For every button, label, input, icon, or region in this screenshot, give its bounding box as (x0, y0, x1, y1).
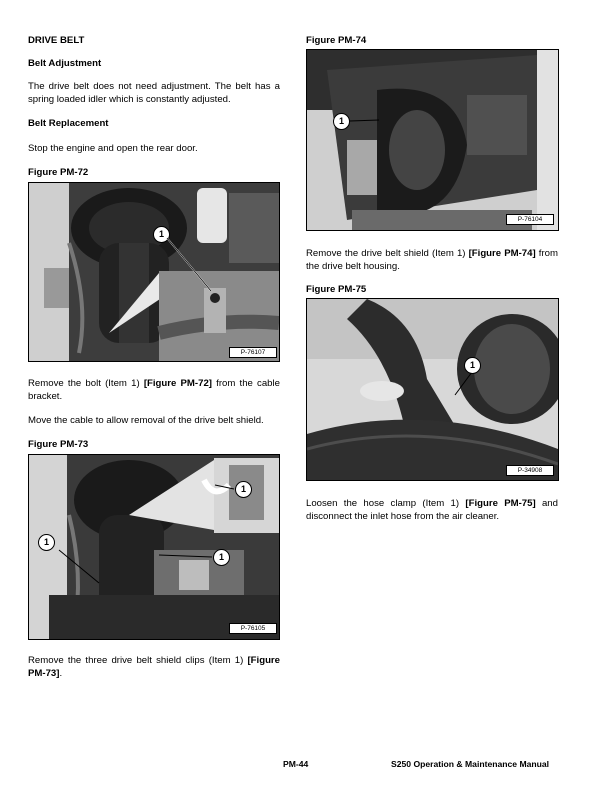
section-heading: DRIVE BELT (28, 35, 85, 46)
paragraph-move-cable: Move the cable to allow removal of the drive belt shield. (28, 415, 264, 426)
figure-pm72-title: Figure PM-72 (28, 167, 89, 178)
paragraph-remove-bolt: Remove the bolt (Item 1) [Figure PM-72] from the cable bracket. (28, 378, 280, 402)
figure-pm75-callout: 1 (464, 357, 481, 374)
paragraph-loosen-clamp: Loosen the hose clamp (Item 1) [Figure PM-75] and disconnect the inlet hose from the air cleaner. (306, 498, 558, 522)
paragraph-remove-clips: Remove the three drive belt shield clips (Item 1) [Figure PM-73]. (28, 655, 280, 679)
figure-pm73-callout-left: 1 (38, 534, 55, 551)
paragraph-stop-engine: Stop the engine and open the rear door. (28, 143, 198, 154)
figure-pm73-callout-top: 1 (235, 481, 252, 498)
page-number: PM-44 (283, 759, 309, 769)
paragraph-remove-shield: Remove the drive belt shield (Item 1) [Figure PM-74] from the drive belt housing. (306, 248, 558, 272)
figure-pm73-title: Figure PM-73 (28, 439, 89, 450)
paragraph-belt-adjustment: The drive belt does not need adjustment. The belt has a spring loaded idler which is constantly adjusted. (28, 81, 280, 105)
subheading-belt-replacement: Belt Replacement (28, 118, 109, 129)
figure-pm74-title: Figure PM-74 (306, 35, 367, 46)
manual-title: S250 Operation & Maintenance Manual (391, 759, 550, 769)
figure-pm74-callout: 1 (333, 113, 350, 130)
figure-pm72-callout: 1 (153, 226, 170, 243)
figure-pm73-photo (28, 454, 280, 640)
figure-pm73-code: P-76105 (229, 623, 277, 634)
figure-pm74-photo (306, 49, 559, 231)
figure-pm75-photo (306, 298, 559, 481)
figure-pm72-photo (28, 182, 280, 362)
subheading-belt-adjustment: Belt Adjustment (28, 58, 102, 69)
figure-pm75-title: Figure PM-75 (306, 284, 367, 295)
figure-pm75-code: P-34908 (506, 465, 554, 476)
figure-pm72-code: P-76107 (229, 347, 277, 358)
figure-pm74-code: P-76104 (506, 214, 554, 225)
figure-pm73-callout-middle: 1 (213, 549, 230, 566)
